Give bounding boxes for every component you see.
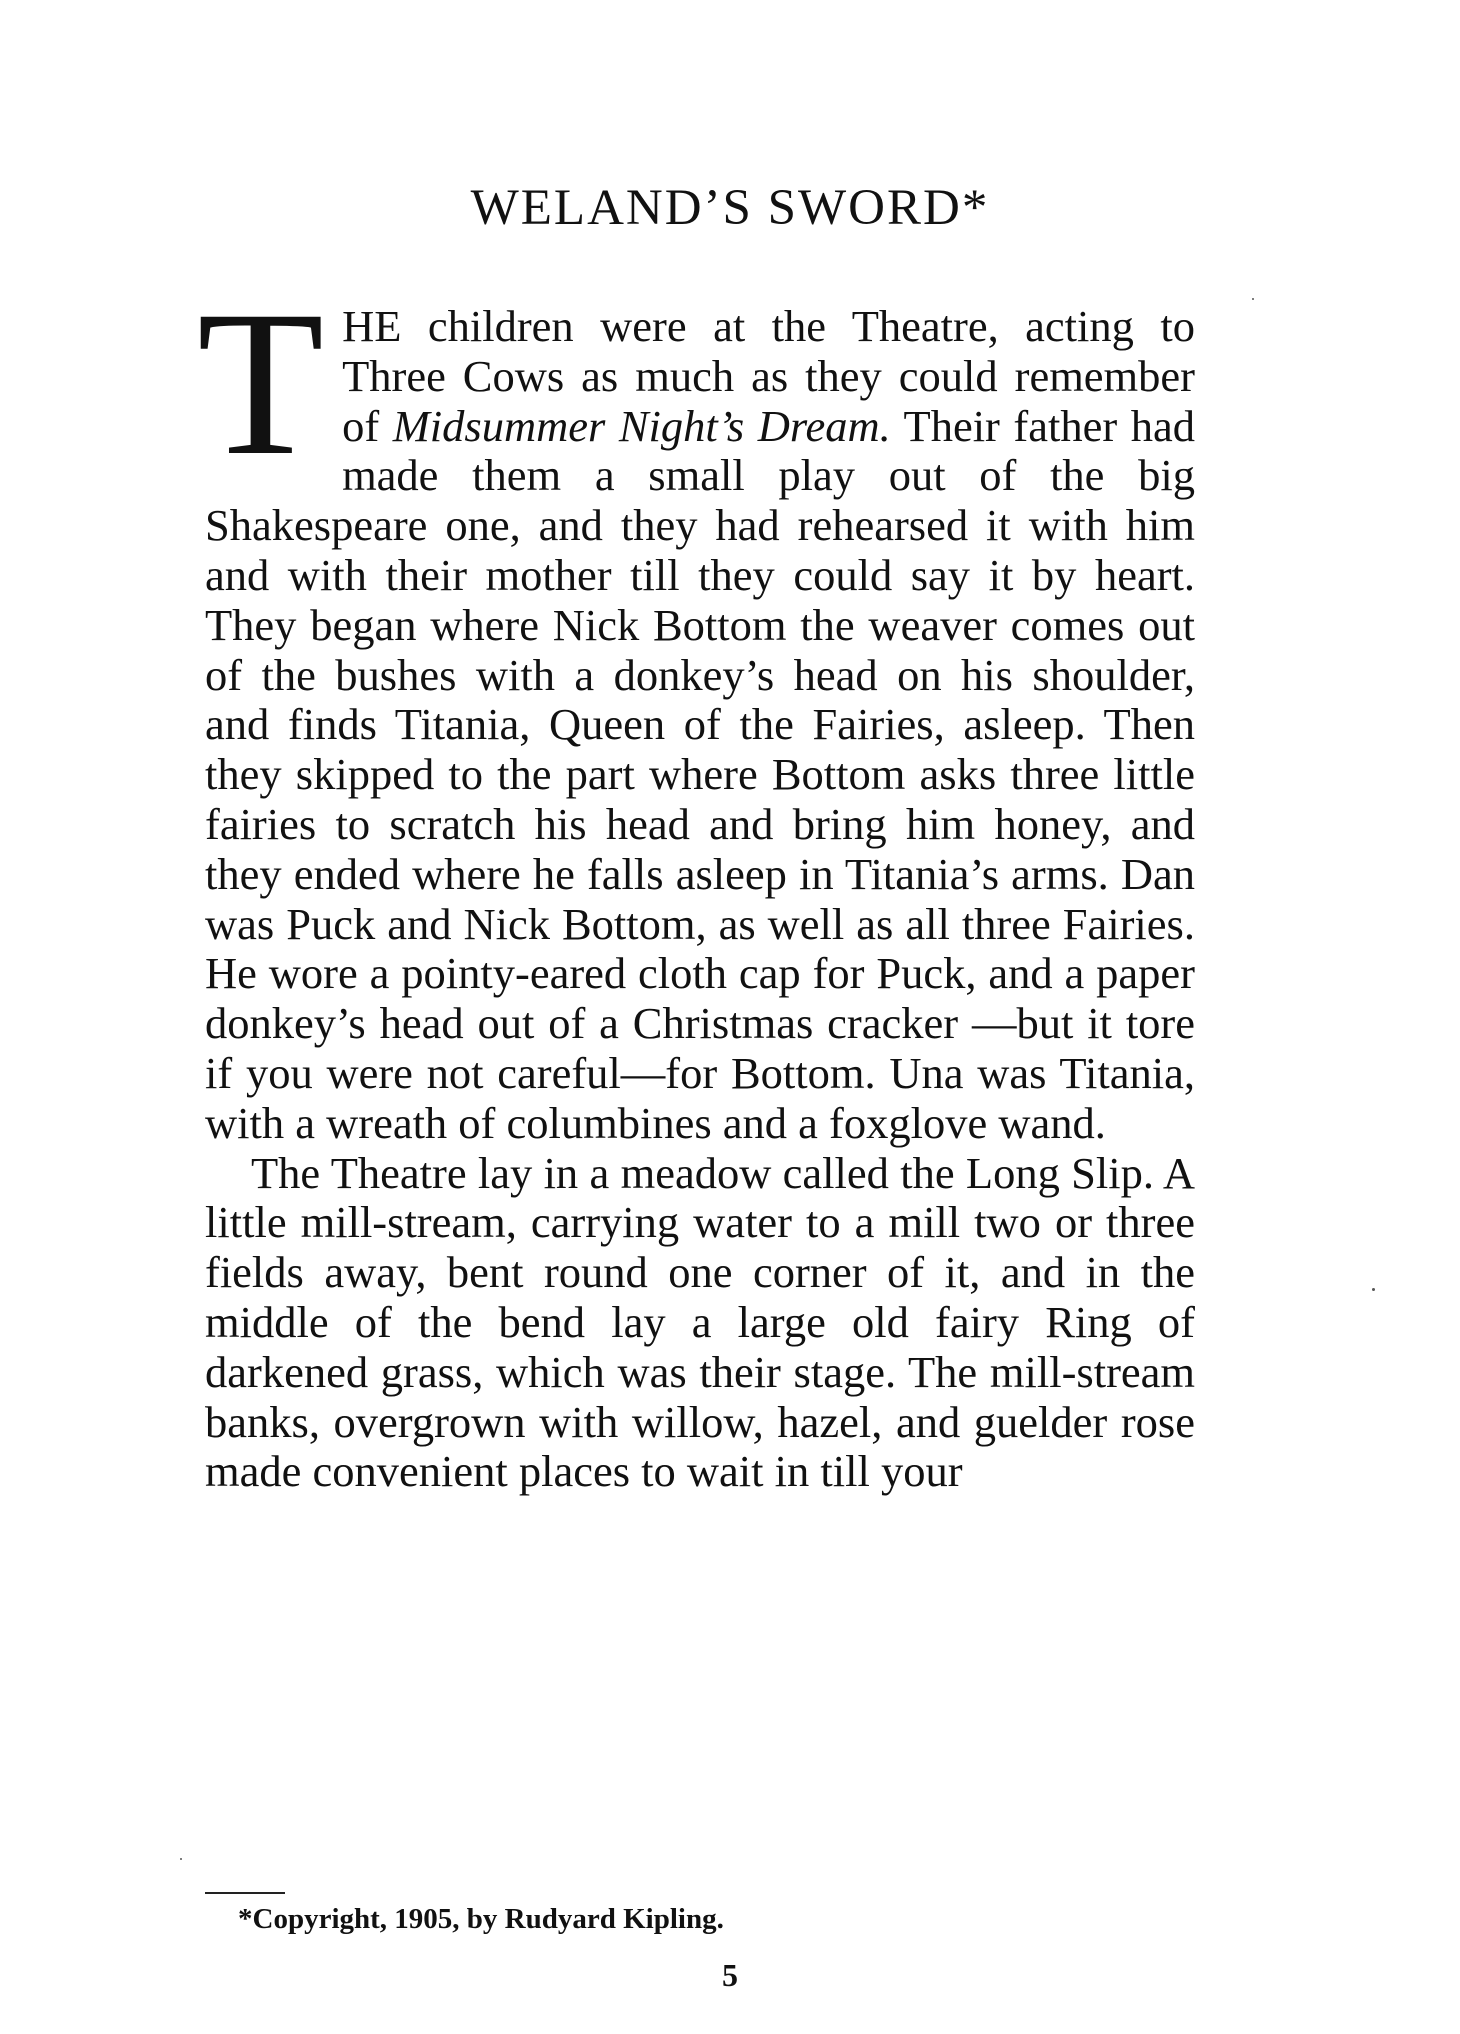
footnote: *Copyright, 1905, by Rudyard Kipling.: [238, 1903, 724, 1935]
chapter-title: WELAND’S SWORD*: [470, 180, 990, 236]
footnote-rule: [205, 1892, 285, 1894]
paragraph-1-lead: children were at the Theatre, acting to Three Cows as much as they could remember of: [342, 301, 1195, 451]
paragraph-1: [197, 268, 1195, 1149]
paper-speck: [1252, 298, 1254, 300]
paper-speck: [180, 1858, 182, 1860]
paragraph-1-rest: Their father had made them a small play out of the big Shakespeare one, and they had rehearsed it with him and with their mother till they could say it by heart. They began where Nick Bottom the weaver comes out of the bushes with a donkey’s head on his shoulder, and finds Titania, Queen of the Fairies, asleep. Then they skipped to the part where Bottom asks three little fairies to scratch his head and bring him honey, and they ended where he falls asleep in Titania’s arms. Dan was Puck and Nick Bottom, as well as all three Fairies. He wore a pointy-eared cloth cap for Puck, and a paper donkey’s head out of a Christmas cracker —but it tore if you were not careful—for Bottom. Una was Titania, with a wreath of columbines and a foxglove wand.: [205, 400, 1195, 1148]
paragraph-2: The Theatre lay in a meadow called the Long Slip. A little mill-stream, carrying water to a mill two or three fields away, bent round one corner of it, and in the middle of the bend lay a large old fairy Ring of darkened grass, which was their stage. The mill-stream banks, overgrown with willow, hazel, and guelder rose made convenient places to wait in till your: [205, 1147, 1195, 1497]
play-title: Midsummer Night’s Dream.: [392, 400, 891, 451]
first-word-rest: HE: [342, 301, 402, 351]
paper-speck: [1372, 1288, 1375, 1291]
drop-cap: T: [197, 268, 325, 498]
page-number: 5: [722, 1957, 738, 1993]
body-text: [197, 268, 1195, 1497]
